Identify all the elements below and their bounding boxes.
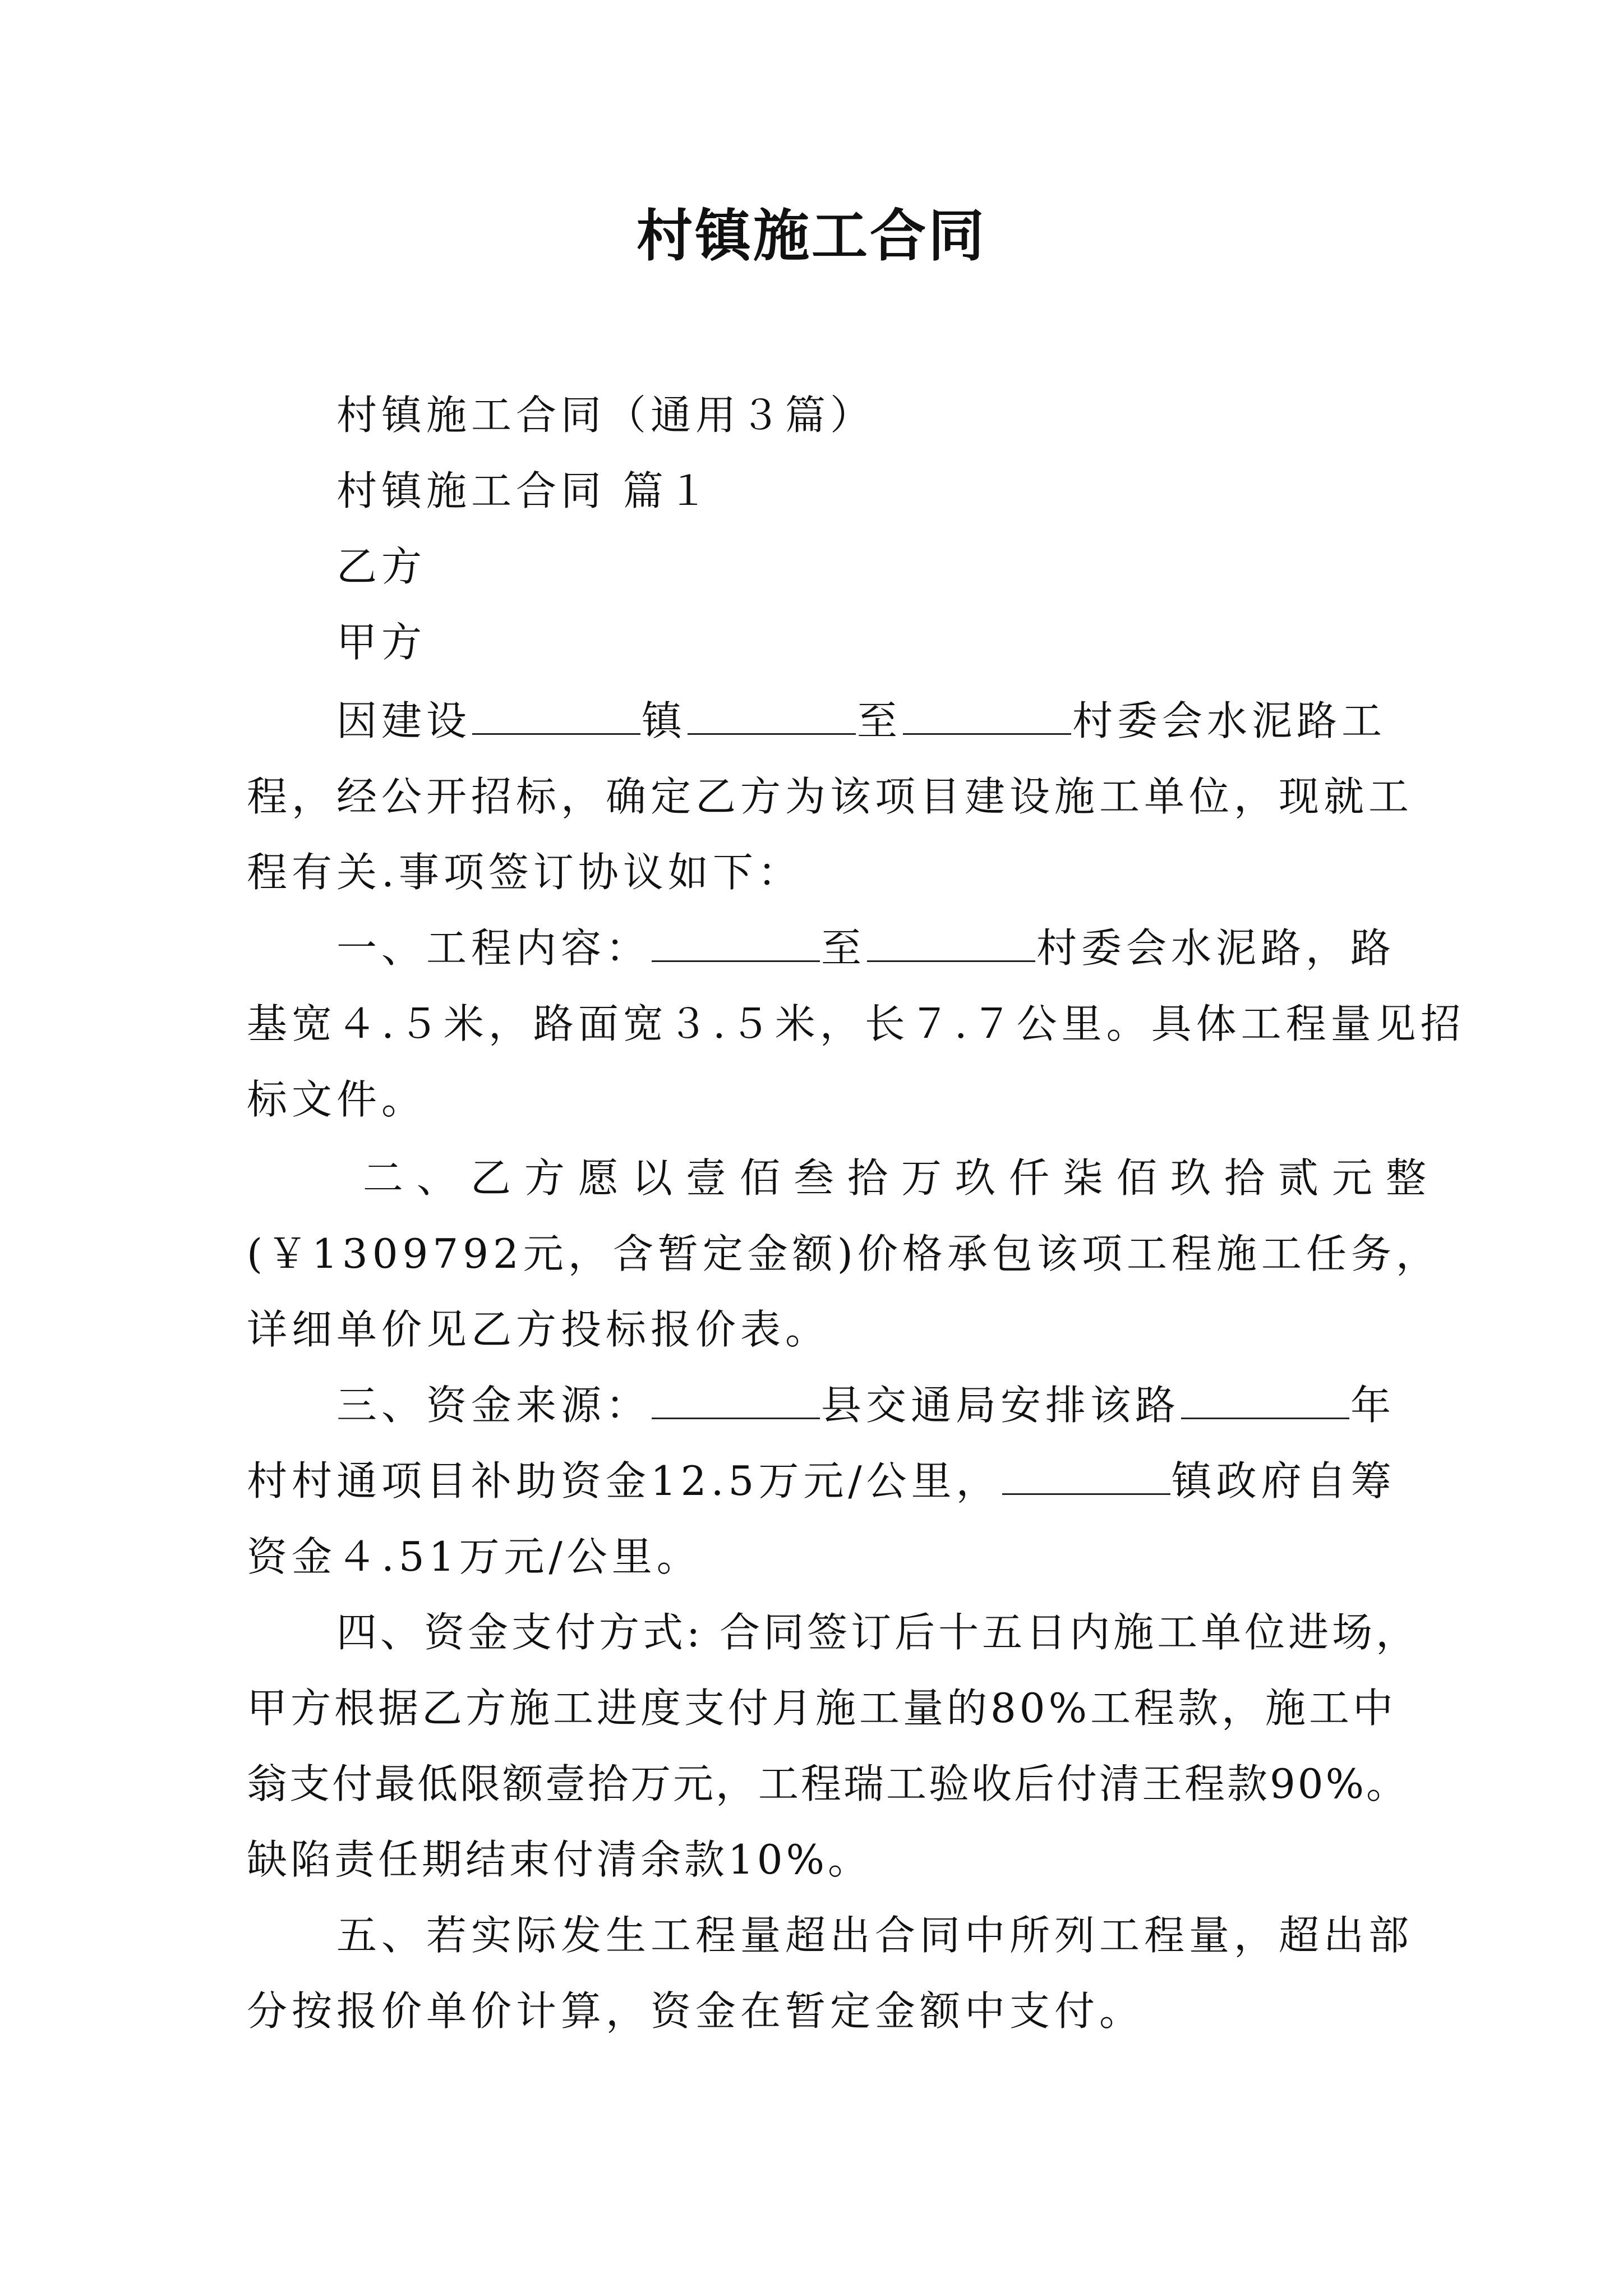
intro-line-3: 程有关.事项签订协议如下： (247, 849, 803, 896)
item3-text: 村村通项目补助资金12.5万元/公里， (247, 1457, 1001, 1504)
blank-field (1002, 1458, 1170, 1495)
blank-field (652, 1383, 820, 1419)
intro-text: 因建设 (336, 697, 472, 744)
item4-line-3: 翁支付最低限额壹拾万元，工程瑞工验收后付清王程款90%。 (247, 1760, 1409, 1807)
document-title: 村镇施工合同 (637, 203, 986, 269)
blank-field (652, 926, 820, 962)
item4-line-2: 甲方根据乙方施工进度支付月施工量的80%工程款，施工中 (247, 1685, 1397, 1732)
item1-line-2: 基宽４.５米，路面宽３.５米，长７.７公里。具体工程量见招 (247, 1000, 1465, 1047)
item5-line-1: 五、若实际发生工程量超出合同中所列工程量，超出部 (336, 1912, 1414, 1959)
item3-line-3: 资金４.51万元/公里。 (247, 1533, 702, 1580)
item1-text: 至 (821, 924, 866, 972)
item3-text: 县交通局安排该路 (821, 1382, 1181, 1429)
item3-text: 年 (1350, 1382, 1396, 1429)
item3-text: 三、资金来源： (336, 1382, 651, 1429)
intro-text: 村委会水泥路工 (1072, 697, 1387, 744)
section-heading: 村镇施工合同 篇１ (336, 467, 713, 514)
item3-line-1 (336, 1377, 1395, 1433)
intro-text: 至 (857, 697, 902, 744)
item2-line-2: (￥1309792元，含暂定金额)价格承包该项工程施工任务， (247, 1230, 1441, 1277)
intro-text: 镇 (642, 697, 687, 744)
item1-line-1 (336, 920, 1395, 976)
item1-line-3: 标文件。 (247, 1076, 427, 1123)
intro-line-2: 程，经公开招标，确定乙方为该项目建设施工单位，现就工 (247, 773, 1414, 820)
item4-line-4: 缺陷责任期结束付清余款10%。 (247, 1836, 872, 1883)
item2-line-3: 详细单价见乙方投标报价表。 (247, 1306, 831, 1353)
document-subtitle: 村镇施工合同（通用３篇） (336, 392, 875, 439)
item3-text: 镇政府自筹 (1171, 1457, 1396, 1504)
item1-text: 一、工程内容： (336, 924, 651, 972)
item1-text: 村委会水泥路，路 (1036, 924, 1396, 972)
party-a-label: 甲方 (336, 619, 427, 666)
item4-line-1: 四、资金支付方式: 合同签订后十五日内施工单位进场， (336, 1609, 1420, 1656)
intro-line-1 (336, 693, 1386, 749)
party-b-label: 乙方 (336, 543, 427, 590)
blank-field (1181, 1383, 1349, 1419)
blank-field (688, 698, 856, 735)
item5-line-2: 分按报价单价计算，资金在暂定金额中支付。 (247, 1987, 1145, 2035)
blank-field (867, 926, 1035, 962)
blank-field (472, 698, 640, 735)
item3-line-2 (247, 1453, 1396, 1509)
item2-line-1: 二、乙方愿以壹佰叁拾万玖仟柒佰玖拾贰元整 (336, 1154, 1440, 1202)
blank-field (903, 698, 1071, 735)
